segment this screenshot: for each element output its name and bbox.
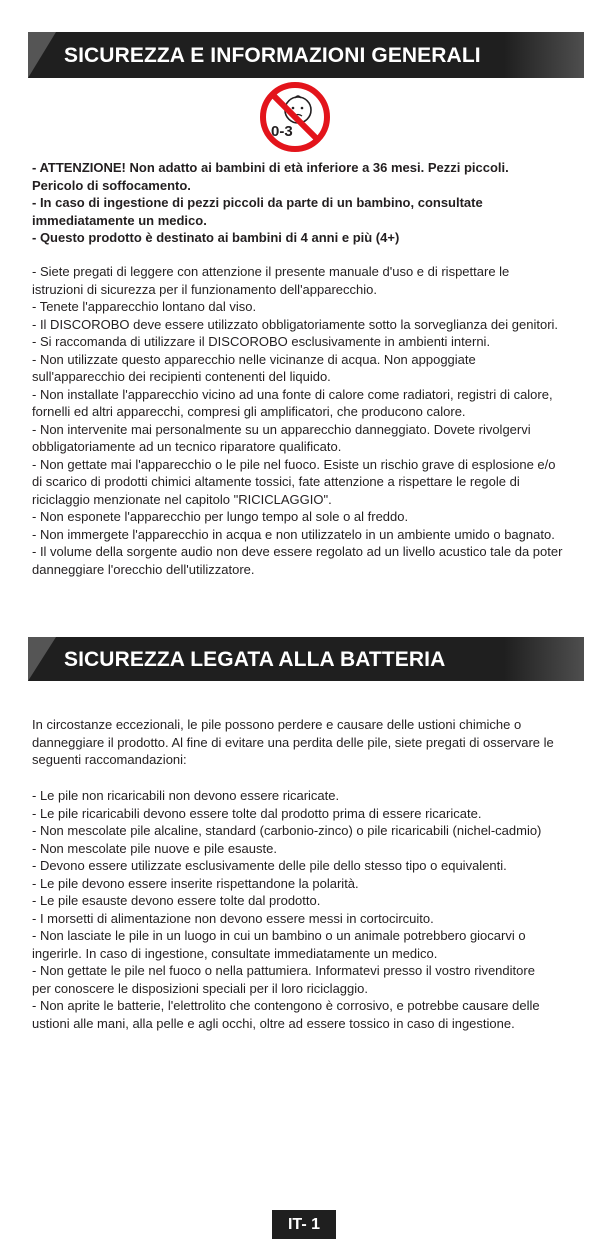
text-line: sull'apparecchio dei recipienti contenenti del liquido. <box>32 369 331 384</box>
warning-block <box>32 159 592 247</box>
text-line: In circostanze eccezionali, le pile possono perdere e causare delle ustioni chimiche o <box>32 717 522 732</box>
warning-line: - In caso di ingestione di pezzi piccoli da parte di un bambino, consultate <box>32 195 483 210</box>
text-line: ingerirle. In caso di ingestione, consultate immediatamente un medico. <box>32 945 438 961</box>
text-line: fornelli ed altri apparecchi, compresi gli amplificatori, che producono calore. <box>32 404 466 419</box>
text-line: danneggiare il prodotto. Al fine di evitare una perdita delle pile, siete pregati di osservare le <box>32 734 554 750</box>
warning-line: - Questo prodotto è destinato ai bambini di 4 anni e più (4+) <box>32 230 400 245</box>
text-line: - Non mescolate pile alcaline, standard (carbonio-zinco) o pile ricaricabili (nichel-cadmio) <box>32 823 542 838</box>
text-line: - Non installate l'apparecchio vicino ad una fonte di calore come radiatori, registri di calore, <box>32 386 553 402</box>
text-line: istruzioni di sicurezza per il funzionamento dell'apparecchio. <box>32 281 377 297</box>
page-number: IT- 1 <box>272 1210 336 1239</box>
age-restriction-icon <box>259 81 331 153</box>
text-line: - Il DISCOROBO deve essere utilizzato obbligatoriamente sotto la sorveglianza dei genitori. <box>32 316 559 332</box>
text-line: - Non utilizzate questo apparecchio nelle vicinanze di acqua. Non appoggiate <box>32 351 476 367</box>
section-title: SICUREZZA LEGATA ALLA BATTERIA <box>64 648 446 671</box>
text-line: - Non esponete l'apparecchio per lungo tempo al sole o al freddo. <box>32 509 409 524</box>
text-line: - Non gettate le pile nel fuoco o nella pattumiera. Informatevi presso il vostro rivenditore <box>32 963 535 978</box>
text-line: - Il volume della sorgente audio non deve essere regolato ad un livello acustico tale da poter <box>32 544 563 559</box>
text-line: - Non immergete l'apparecchio in acqua e non utilizzatelo in un ambiente umido o bagnato. <box>32 526 555 542</box>
text-line: - Le pile devono essere inserite rispettandone la polarità. <box>32 875 359 891</box>
battery-intro <box>32 716 592 769</box>
text-line: - Le pile esauste devono essere tolte dal prodotto. <box>32 893 321 908</box>
text-line: - Le pile non ricaricabili non devono essere ricaricate. <box>32 788 340 803</box>
text-line: - Devono essere utilizzate esclusivamente delle pile dello stesso tipo o equivalenti. <box>32 858 507 873</box>
text-line: seguenti raccomandazioni: <box>32 752 187 767</box>
section-banner-general-safety <box>28 32 584 78</box>
text-line: obbligatoriamente ad un tecnico riparatore qualificato. <box>32 439 342 454</box>
text-line: - Non mescolate pile nuove e pile esauste. <box>32 840 277 856</box>
warning-line: Pericolo di soffocamento. <box>32 177 191 193</box>
safety-instructions <box>32 263 592 578</box>
text-line: - Non lasciate le pile in un luogo in cui un bambino o un animale potrebbero giocarvi o <box>32 928 526 943</box>
text-line: ustioni alle mani, alla pelle e agli occhi, oltre ad essere tossico in caso di ingestione. <box>32 1015 515 1031</box>
battery-recommendations <box>32 787 592 1032</box>
text-line: di scarico di prodotti chimici altamente tossici, fate attenzione a rispettare le regole di <box>32 474 520 489</box>
text-line: - Le pile ricaricabili devono essere tolte dal prodotto prima di essere ricaricate. <box>32 805 482 821</box>
text-line: riciclaggio menzionate nel capitolo "RICICLAGGIO". <box>32 491 332 507</box>
section-title: SICUREZZA E INFORMAZIONI GENERALI <box>64 44 481 67</box>
text-line: danneggiare l'orecchio dell'utilizzatore. <box>32 561 255 577</box>
section-banner-battery-safety <box>28 637 584 681</box>
text-line: - I morsetti di alimentazione non devono essere messi in cortocircuito. <box>32 910 434 926</box>
age-icon-label: 0-3 <box>271 123 293 140</box>
text-line: - Siete pregati di leggere con attenzione il presente manuale d'uso e di rispettare le <box>32 264 510 279</box>
warning-line: immediatamente un medico. <box>32 212 207 228</box>
text-line: per conoscere le disposizioni speciali per il loro riciclaggio. <box>32 980 368 996</box>
warning-line: - ATTENZIONE! Non adatto ai bambini di età inferiore a 36 mesi. Pezzi piccoli. <box>32 160 509 175</box>
text-line: - Tenete l'apparecchio lontano dal viso. <box>32 299 257 314</box>
text-line: - Non aprite le batterie, l'elettrolito che contengono è corrosivo, e potrebbe causare delle <box>32 998 540 1013</box>
text-line: - Non gettate mai l'apparecchio o le pile nel fuoco. Esiste un rischio grave di esplosione e/o <box>32 456 556 472</box>
text-line: - Non intervenite mai personalmente su un apparecchio danneggiato. Dovete rivolgervi <box>32 421 531 437</box>
text-line: - Si raccomanda di utilizzare il DISCOROBO esclusivamente in ambienti interni. <box>32 334 491 349</box>
